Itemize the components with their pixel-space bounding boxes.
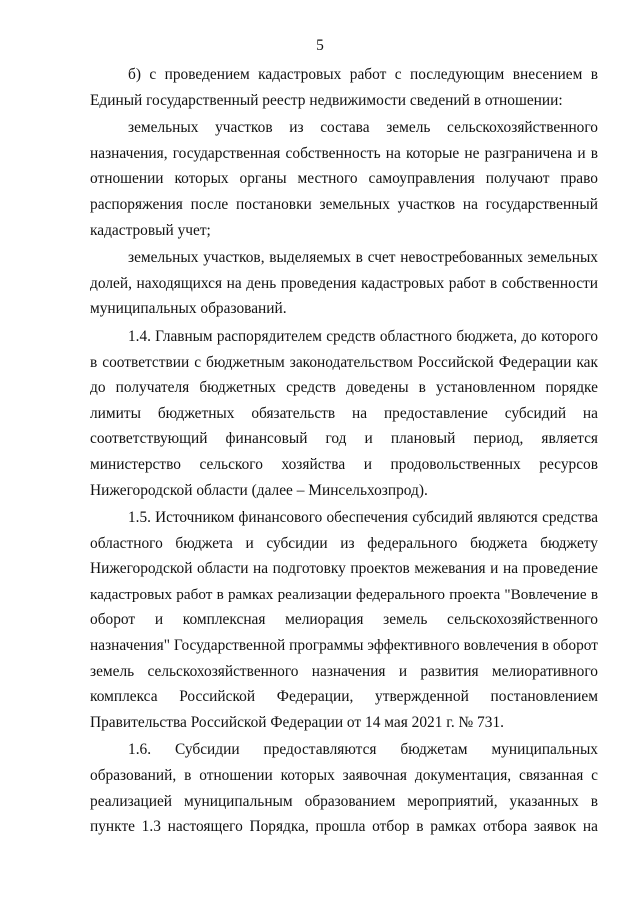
text-line: реализацией муниципальным образованием мероприятий, указанных в: [90, 792, 598, 810]
text-line: б) с проведением кадастровых работ с последующим внесением в: [128, 66, 598, 83]
text-line: земель сельскохозяйственного назначения и развития мелиоративного: [90, 662, 598, 680]
text-line: Нижегородской области на подготовку проектов межевания и на проведение: [90, 560, 598, 578]
text-line: кадастровый учет;: [90, 221, 211, 239]
text-line: до получателя бюджетных средств доведены в установленном порядке: [90, 379, 598, 397]
paragraph-land-shares: [90, 245, 598, 322]
text-line: земельных участков, выделяемых в счет невостребованных земельных: [128, 249, 598, 267]
text-line: назначения, государственная собственность на которые не разграничена и в: [90, 144, 598, 162]
paragraph-1-5: [90, 505, 598, 735]
text-line: 1.5. Источником финансового обеспечения субсидий являются средства: [128, 509, 598, 527]
paragraph-cadastral-works: [90, 62, 598, 113]
text-line: в соответствии с бюджетным законодательством Российской Федерации как: [90, 353, 598, 371]
text-line: земельных участков из состава земель сельскохозяйственного: [128, 119, 598, 137]
paragraph-land-plots-state: [90, 115, 598, 243]
paragraph-1-4: [90, 324, 598, 503]
text-line: оборот и комплексная мелиорация земель сельскохозяйственного: [90, 611, 598, 629]
text-line: комплекса Российской Федерации, утвержденной постановлением: [90, 688, 598, 706]
text-line: областного бюджета и субсидии из федерального бюджета бюджету: [90, 534, 598, 552]
text-line: соответствующий финансовый год и плановый период, является: [90, 430, 598, 448]
text-line: 1.4. Главным распорядителем средств областного бюджета, до которого: [128, 327, 598, 345]
text-line: отношении которых органы местного самоуправления получают право: [90, 170, 598, 188]
text-line: Нижегородской области (далее – Минсельхозпрод).: [90, 481, 428, 499]
text-line: министерство сельского хозяйства и продовольственных ресурсов: [90, 455, 598, 473]
text-line: кадастровых работ в рамках реализации федерального проекта "Вовлечение в: [90, 585, 598, 603]
text-line: пункте 1.3 настоящего Порядка, прошла отбор в рамках отбора заявок на: [90, 818, 598, 836]
text-line: муниципальных образований.: [90, 300, 287, 318]
text-line: долей, находящихся на день проведения кадастровых работ в собственности: [90, 274, 598, 292]
document-body: [90, 62, 598, 840]
paragraph-1-6: [90, 737, 598, 839]
text-line: образований, в отношении которых заявочная документация, связанная с: [90, 767, 598, 785]
text-line: лимиты бюджетных обязательств на предоставление субсидий на: [90, 404, 598, 422]
text-line: распоряжения после постановки земельных участков на государственный: [90, 195, 598, 213]
page-number: 5: [316, 37, 324, 54]
text-line: назначения" Государственной программы эффективного вовлечения в оборот: [90, 637, 598, 655]
text-line: Единый государственный реестр недвижимости сведений в отношении:: [90, 91, 563, 109]
text-line: 1.6. Субсидии предоставляются бюджетам муниципальных: [128, 741, 598, 759]
text-line: Правительства Российской Федерации от 14 мая 2021 г. № 731.: [90, 713, 504, 731]
